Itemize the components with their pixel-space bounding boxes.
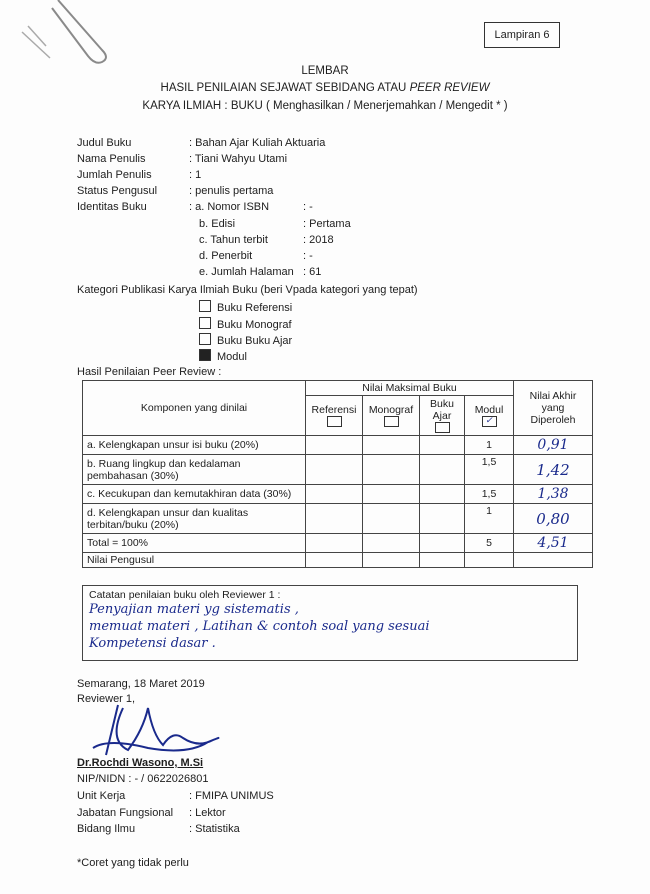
identity-row: Status Pengusul : penulis pertama [77,185,274,197]
identity-row: Judul Buku : Bahan Ajar Kuliah Aktuaria [77,137,326,149]
checkbox-icon [384,416,399,427]
table-row: a. Kelengkapan unsur isi buku (20%) 1 0,91 [83,436,593,455]
table-row: Nilai Pengusul [83,553,593,568]
checkmark-icon: ✓ [482,416,497,427]
notes-line: Penyajian materi yg sistematis , [89,602,299,617]
col-modul: Modul ✓ [465,396,514,436]
reviewer-position: Jabatan Fungsional : Lektor [77,807,226,819]
place-date: Semarang, 18 Maret 2019 [77,678,205,690]
col-monograf: Monograf [363,396,420,436]
col-referensi: Referensi [306,396,363,436]
category-buku-ajar: Buku Buku Ajar [199,333,292,347]
doc-subtitle: HASIL PENILAIAN SEJAWAT SEBIDANG ATAU PEER REVIEW [160,82,490,94]
identity-row: Identitas Buku : a. Nomor ISBN [77,201,270,213]
reviewer-unit: Unit Kerja : FMIPA UNIMUS [77,790,274,802]
checkbox-icon [327,416,342,427]
reviewer-name: Dr.Rochdi Wasono, M.Si [77,757,204,769]
category-title: Kategori Publikasi Karya Ilmiah Buku (beri Vpada kategori yang tepat) [77,284,418,296]
score-table [82,380,593,568]
col-final: Nilai Akhir yang Diperoleh [514,381,593,436]
footnote: *Coret yang tidak perlu [77,857,189,869]
doc-title: LEMBAR [301,65,349,77]
checkbox-icon [435,422,450,433]
book-publisher: d. Penerbit : - [199,250,313,262]
table-row: Total = 100% 5 4,51 [83,534,593,553]
checkbox-icon [199,300,211,312]
notes-line: memuat materi , Latihan & contoh soal yang sesuai [89,619,430,634]
col-component: Komponen yang dinilai [83,381,306,436]
book-year: c. Tahun terbit : 2018 [199,234,334,246]
checked-checkbox-icon [199,349,211,361]
category-referensi: Buku Referensi [199,300,292,314]
identity-row: Nama Penulis : Tiani Wahyu Utami [77,153,288,165]
book-pages: e. Jumlah Halaman : 61 [199,266,322,278]
signature-icon [88,700,228,760]
identity-row: Jumlah Penulis : 1 [77,169,202,181]
reviewer-label: Reviewer 1, [77,693,136,705]
category-modul: Modul [199,349,247,363]
attachment-label: Lampiran 6 [484,22,560,48]
reviewer-notes-box [82,585,578,661]
col-max: Nilai Maksimal Buku [306,381,514,396]
results-title: Hasil Penilaian Peer Review : [77,366,222,378]
category-monograf: Buku Monograf [199,317,292,331]
table-row: c. Kecukupan dan kemutakhiran data (30%) 1,5 1,38 [83,485,593,504]
table-row: b. Ruang lingkup dan kedalaman pembahasan (30%) 1,5 1,42 [83,455,593,485]
book-edition: b. Edisi : Pertama [199,218,351,230]
reviewer-nip: NIP/NIDN : - / 0622026801 [77,773,209,785]
isbn-value: : - [303,201,313,213]
checkbox-icon [199,317,211,329]
checkbox-icon [199,333,211,345]
notes-line: Kompetensi dasar . [89,636,216,651]
table-row: d. Kelengkapan unsur dan kualitas terbitan/buku (20%) 1 0,80 [83,504,593,534]
notes-title: Catatan penilaian buku oleh Reviewer 1 : [89,589,281,601]
paperclip-icon [0,0,130,70]
col-buku-ajar: Buku Ajar [420,396,465,436]
reviewer-field: Bidang Ilmu : Statistika [77,823,240,835]
doc-subtitle-2: KARYA ILMIAH : BUKU ( Menghasilkan / Menerjemahkan / Mengedit * ) [142,100,508,112]
